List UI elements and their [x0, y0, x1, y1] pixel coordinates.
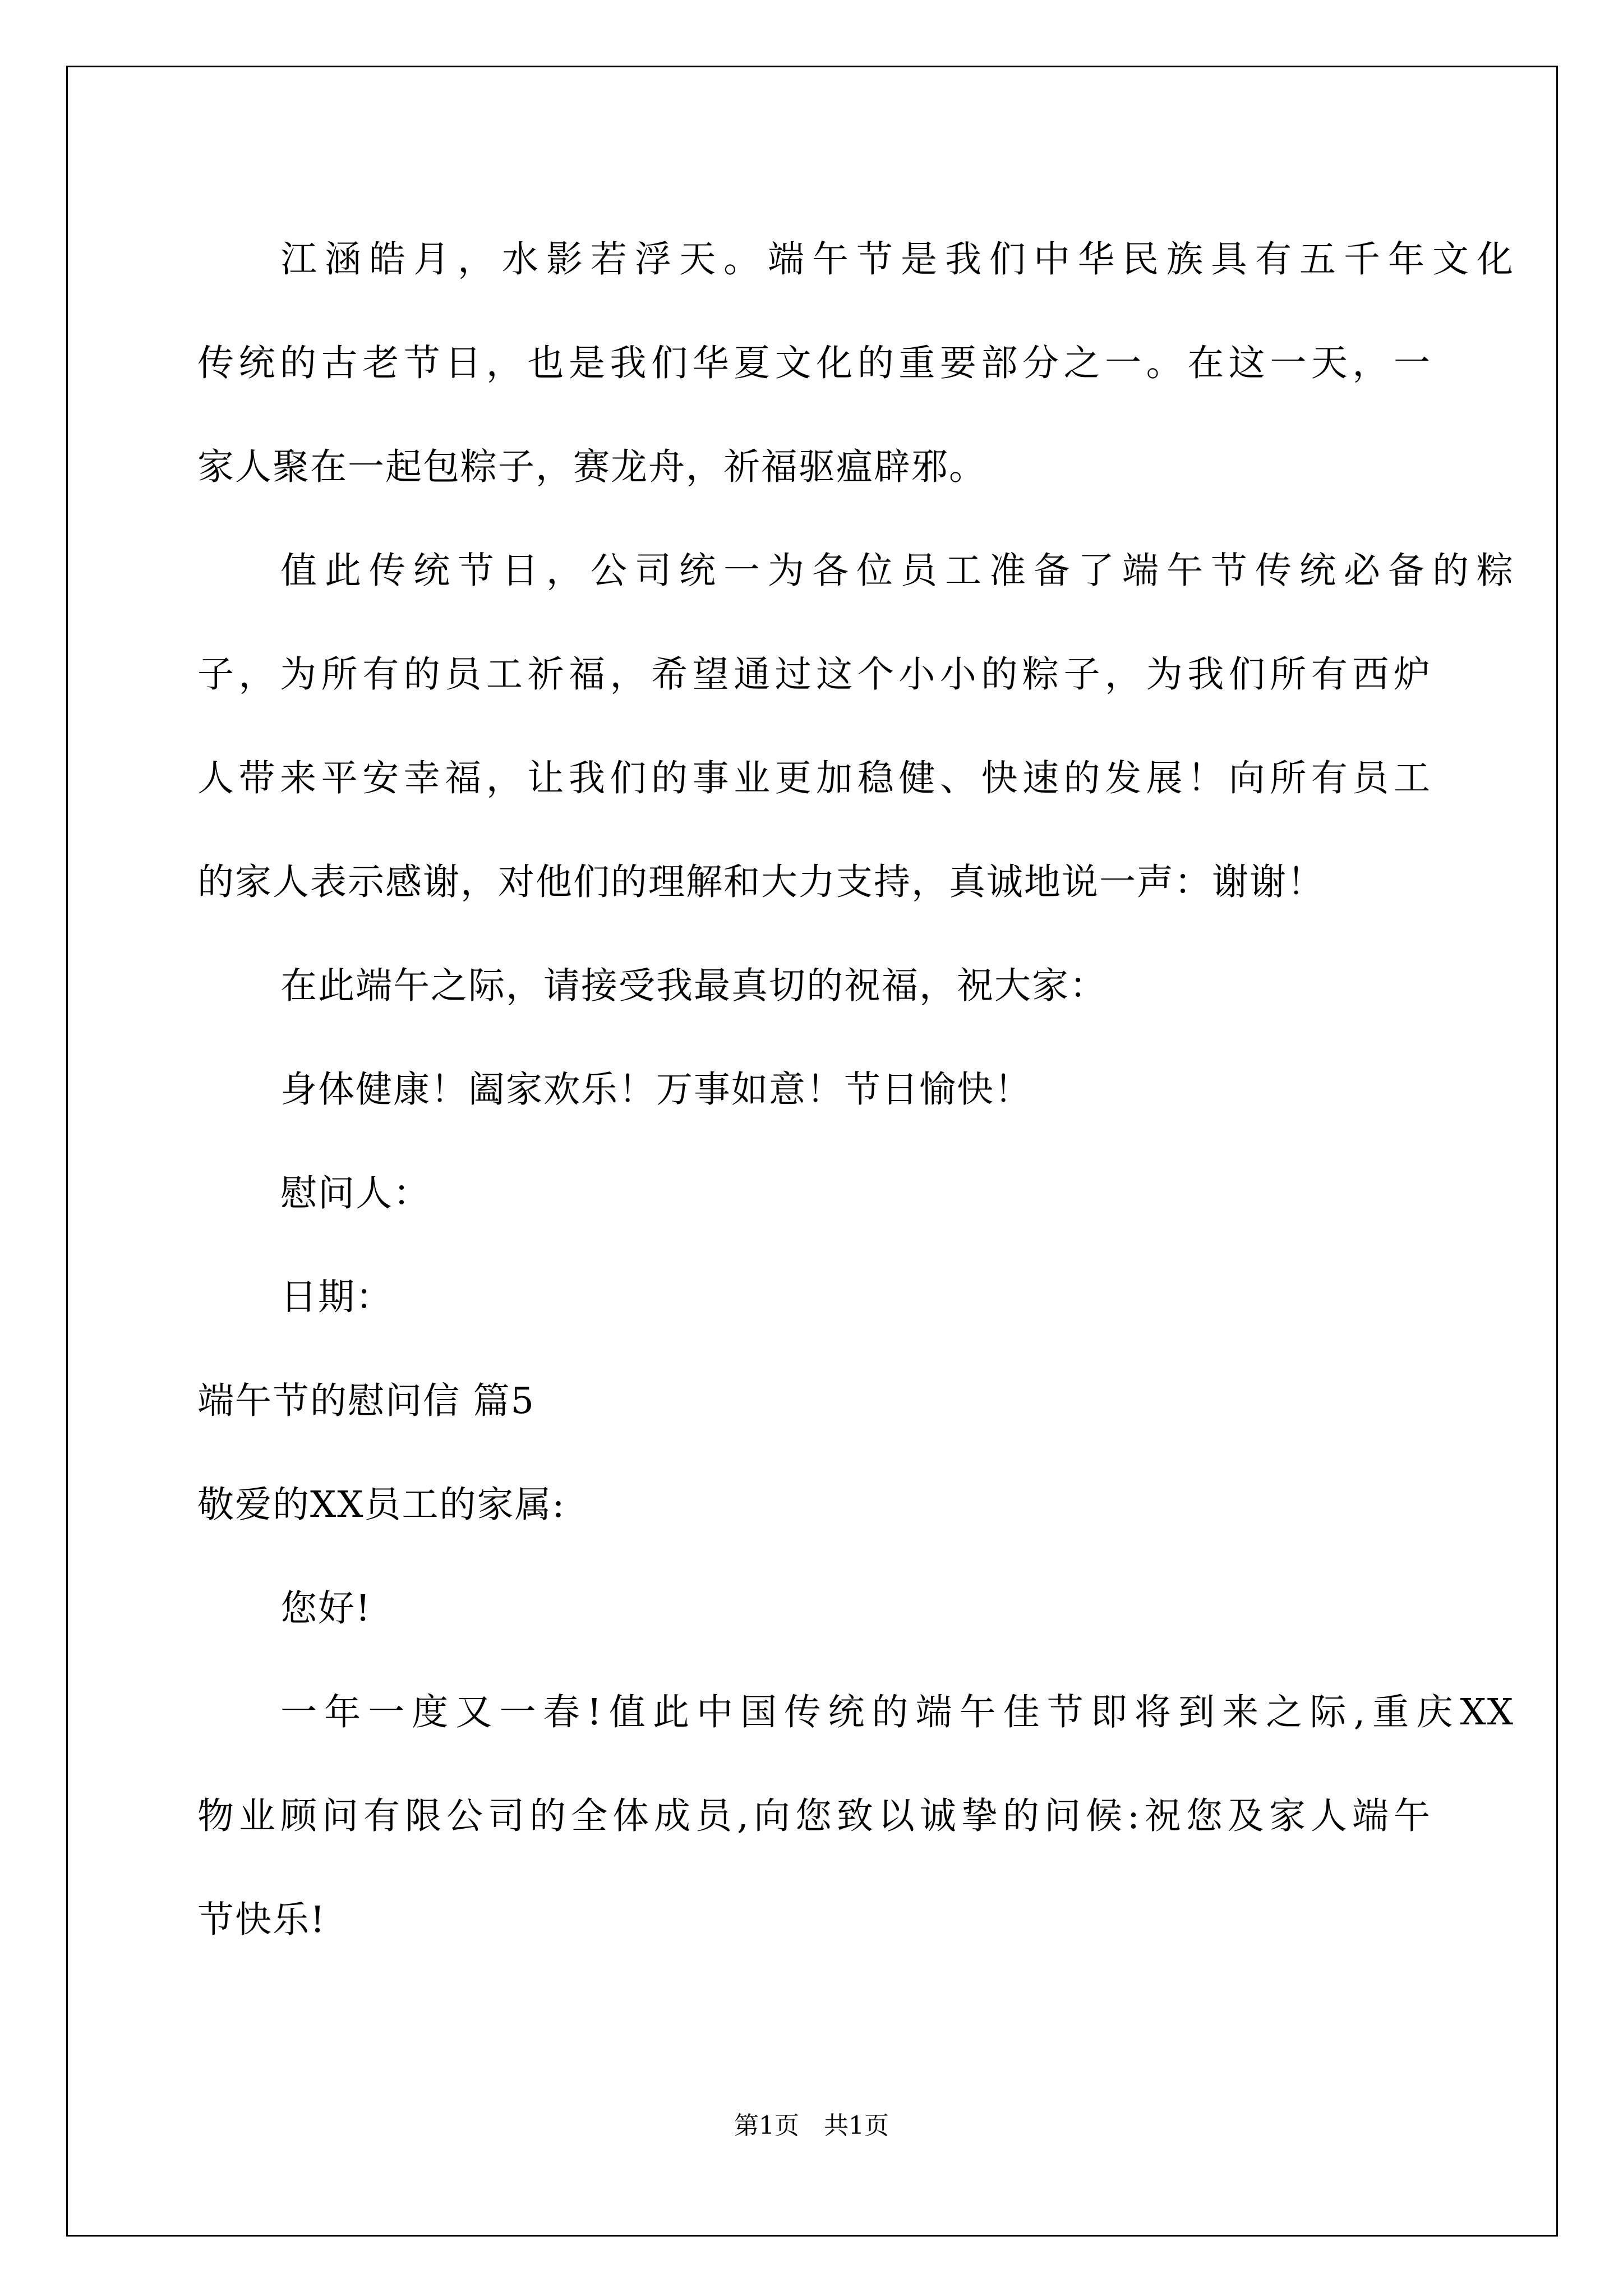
greeting-line: 身体健康！阖家欢乐！万事如意！节日愉快！ — [280, 1069, 1032, 1111]
paragraph-line: 传统的古老节日，也是我们华夏文化的重要部分之一。在这一天，一 — [197, 342, 1431, 384]
sender-label: 慰问人： — [280, 1172, 431, 1214]
paragraph-line: 在此端午之际，请接受我最真切的祝福，祝大家： — [280, 965, 1108, 1007]
paragraph-line: 子，为所有的员工祈福，希望通过这个小小的粽子，为我们所有西炉 — [197, 654, 1431, 696]
paragraph-line: 人带来平安幸福，让我们的事业更加稳健、快速的发展！向所有员工 — [197, 757, 1431, 799]
salutation: 敬爱的XX员工的家属: — [197, 1484, 566, 1526]
paragraph-line: 一年一度又一春!值此中国传统的端午佳节即将到来之际,重庆XX — [280, 1691, 1514, 1733]
paragraph-line: 江涵皓月，水影若浮天。端午节是我们中华民族具有五千年文化 — [280, 238, 1514, 280]
document-body — [197, 208, 1514, 1972]
paragraph-line: 节快乐! — [197, 1899, 326, 1941]
paragraph-line: 物业顾问有限公司的全体成员,向您致以诚挚的问候:祝您及家人端午 — [197, 1795, 1431, 1837]
greeting: 您好! — [280, 1588, 372, 1630]
section-heading: 端午节的慰问信 篇5 — [197, 1380, 536, 1422]
date-label: 日期： — [280, 1276, 394, 1318]
page-footer: 第1页 共1页 — [734, 2111, 889, 2140]
paragraph-line: 的家人表示感谢，对他们的理解和大力支持，真诚地说一声：谢谢！ — [197, 861, 1325, 903]
paragraph-line: 家人聚在一起包粽子，赛龙舟，祈福驱瘟辟邪。 — [197, 446, 987, 488]
paragraph-line: 值此传统节日，公司统一为各位员工准备了端午节传统必备的粽 — [280, 550, 1514, 592]
